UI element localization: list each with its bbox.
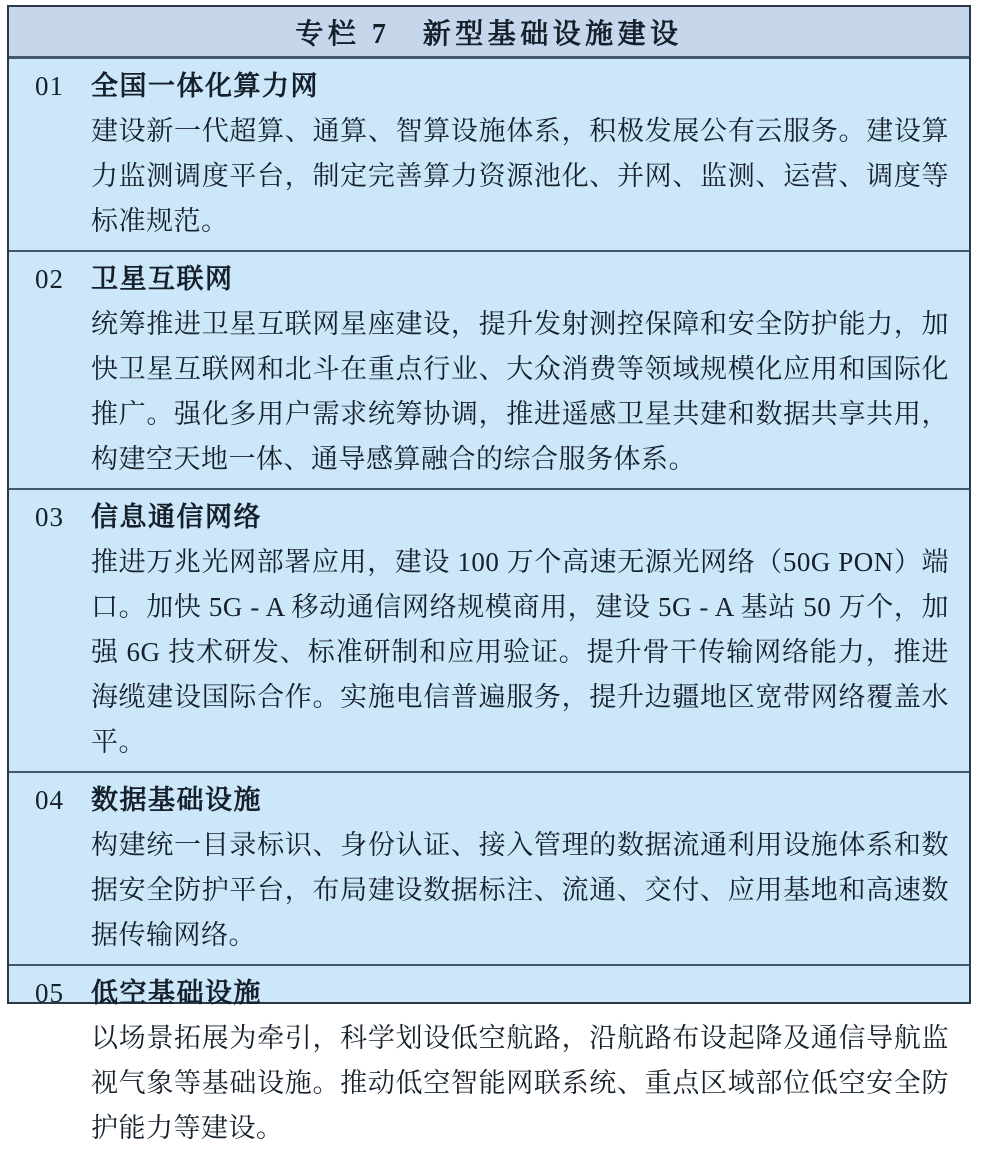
row-number: 04 [35,785,64,815]
row-body: 统筹推进卫星互联网星座建设，提升发射测控保障和安全防护能力，加快卫星互联网和北斗在重点行业、大众消费等领域规模化应用和国际化推广。强化多用户需求统筹协调，推进遥感卫星共建和数据共享共用，构建空天地一体、通导感算融合的综合服务体系。 [91,309,949,474]
row-title: 低空基础设施 [91,978,262,1008]
infobox-panel [7,5,971,1143]
row-content [91,778,949,958]
row-body: 推进万兆光网部署应用，建设 100 万个高速无源光网络（50G PON）端口。加快 5G - A 移动通信网络规模商用，建设 5G - A 基站 50 万个，加强 6G 技术研发、标准研制和应用验证。提升骨干传输网络能力，推进海缆建设国际合作。实施电信普遍服务，提升边疆地区宽带网络覆盖水平。 [91,547,949,757]
row-number: 02 [35,264,64,294]
row-title: 卫星互联网 [91,264,234,294]
table-row [9,250,969,488]
row-content [91,64,949,244]
row-content [91,971,949,1151]
row-body: 建设新一代超算、通算、智算设施体系，积极发展公有云服务。建设算力监测调度平台，制定完善算力资源池化、并网、监测、运营、调度等标准规范。 [91,116,949,236]
row-body: 构建统一目录标识、身份认证、接入管理的数据流通利用设施体系和数据安全防护平台，布局建设数据标注、流通、交付、应用基地和高速数据传输网络。 [91,830,949,950]
table-row [9,964,969,1157]
table-row [9,59,969,250]
table-row [9,771,969,964]
row-title: 数据基础设施 [91,785,262,815]
row-number: 01 [35,71,64,101]
row-content [91,257,949,482]
row-content [91,495,949,765]
panel-header [9,7,969,59]
row-title: 信息通信网络 [91,502,262,532]
rows-container [9,59,969,1157]
row-number: 03 [35,502,64,532]
table-row [9,488,969,771]
panel-title: 专栏 7 新型基础设施建设 [295,18,683,50]
row-number: 05 [35,978,64,1008]
row-title: 全国一体化算力网 [91,71,319,101]
row-body: 以场景拓展为牵引，科学划设低空航路，沿航路布设起降及通信导航监视气象等基础设施。推动低空智能网联系统、重点区域部位低空安全防护能力等建设。 [91,1023,949,1143]
